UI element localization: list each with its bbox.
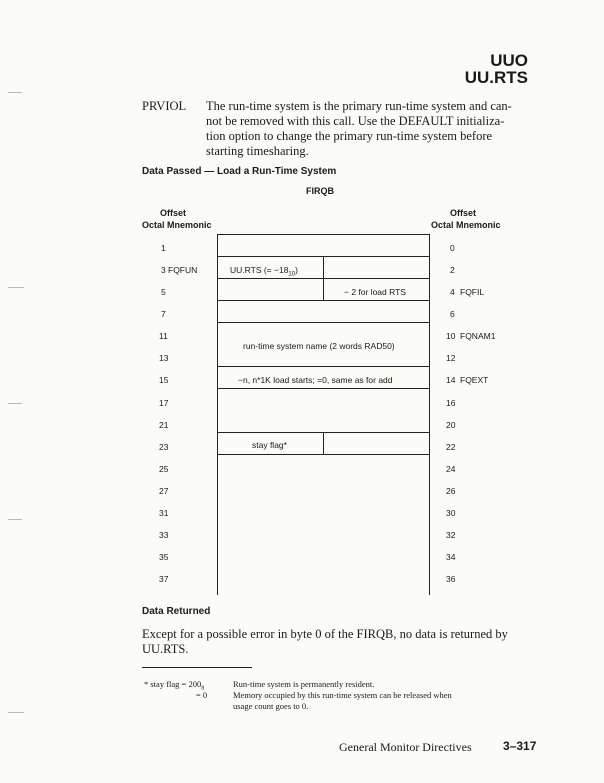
margin-mark: [8, 287, 24, 288]
margin-mark: [8, 92, 22, 93]
left-mnemonic-header: Octal Mnemonic: [142, 220, 212, 230]
right-offset: 36: [446, 574, 456, 584]
left-offset: 35: [159, 552, 169, 562]
data-returned-heading: Data Returned: [142, 606, 211, 617]
footnote-line-3-text: usage count goes to 0.: [233, 701, 309, 711]
left-offset: 7: [161, 309, 166, 319]
row-divider: [217, 454, 429, 455]
left-mnemonic: FQFUN: [168, 265, 198, 275]
prviol-line: tion option to change the primary run-time system before: [206, 129, 493, 143]
right-offset: 32: [446, 530, 456, 540]
left-offset: 31: [159, 508, 169, 518]
left-offset: 21: [159, 420, 169, 430]
right-offset: 24: [446, 464, 456, 474]
row-divider: [217, 300, 429, 301]
left-offset: 17: [159, 398, 169, 408]
stay-flag-field: stay flag*: [252, 440, 287, 450]
page-number: 3–317: [503, 739, 537, 753]
load-starts-field: −n, n*1K load starts; =0, same as for add: [238, 375, 393, 385]
row-divider: [217, 366, 429, 367]
load-rts-field: − 2 for load RTS: [344, 287, 406, 297]
left-offset: 5: [161, 287, 166, 297]
left-offset-header: Offset: [160, 208, 187, 218]
right-offset: 14: [446, 375, 456, 385]
right-offset: 30: [446, 508, 456, 518]
byte-divider: [323, 432, 324, 454]
data-passed-heading: Data Passed — Load a Run-Time System: [142, 166, 337, 177]
right-offset: 10: [446, 331, 456, 341]
right-offset: 20: [446, 420, 456, 430]
margin-mark: [8, 403, 22, 404]
margin-mark: [8, 712, 24, 713]
right-offset: 0: [450, 243, 455, 253]
data-returned-line: Except for a possible error in byte 0 of the FIRQB, no data is returned by: [142, 627, 508, 641]
data-returned-text: [142, 627, 542, 657]
prviol-description: [206, 99, 536, 159]
left-offset: 15: [159, 375, 169, 385]
left-offset: 3: [161, 265, 166, 275]
right-offset: 34: [446, 552, 456, 562]
firqb-label: FIRQB: [306, 186, 334, 196]
prviol-line: starting timesharing.: [206, 144, 309, 158]
left-offset: 27: [159, 486, 169, 496]
right-mnemonic: FQFIL: [460, 287, 485, 297]
right-offset: 6: [450, 309, 455, 319]
footnote-rule: [142, 667, 252, 668]
left-offset: 23: [159, 442, 169, 452]
uurts-field: UU.RTS (= $-18_{10}$): [230, 265, 298, 278]
footnote-line-1-text: Run-time system is permanently resident.: [233, 679, 375, 689]
right-offset: 22: [446, 442, 456, 452]
row-divider: [217, 322, 429, 323]
right-offset: 26: [446, 486, 456, 496]
margin-mark: [8, 519, 22, 520]
footnote-line-2-text: Memory occupied by this run-time system can be released when: [233, 690, 452, 700]
left-offset: 25: [159, 464, 169, 474]
prviol-line: The run-time system is the primary run-time system and can-: [206, 99, 512, 113]
right-offset: 12: [446, 353, 456, 363]
left-offset: 13: [159, 353, 169, 363]
footnote-line-1: * stay flag = $200_8$: [144, 679, 205, 692]
data-returned-line: UU.RTS.: [142, 642, 189, 656]
left-offset: 37: [159, 574, 169, 584]
left-offset: 1: [161, 243, 166, 253]
page-title-uurts: UU.RTS: [464, 68, 528, 87]
row-divider: [217, 278, 429, 279]
row-divider: [217, 388, 429, 389]
footnote-line-2-label: = 0: [196, 690, 208, 700]
right-offset: 4: [450, 287, 455, 297]
right-mnemonic-header: Octal Mnemonic: [431, 220, 501, 230]
rts-name-field: run-time system name (2 words RAD50): [243, 341, 395, 351]
prviol-term: PRVIOL: [142, 99, 187, 113]
right-mnemonic: FQNAM1: [460, 331, 496, 341]
right-offset: 2: [450, 265, 455, 275]
page-title-uuo: UUO: [490, 51, 528, 70]
footer-section: General Monitor Directives: [339, 740, 472, 754]
left-offset: 33: [159, 530, 169, 540]
right-offset-header: Offset: [450, 208, 477, 218]
prviol-line: not be removed with this call. Use the DEFAULT initializa-: [206, 114, 505, 128]
left-offset: 11: [159, 331, 168, 341]
right-mnemonic: FQEXT: [460, 375, 489, 385]
right-offset: 16: [446, 398, 456, 408]
